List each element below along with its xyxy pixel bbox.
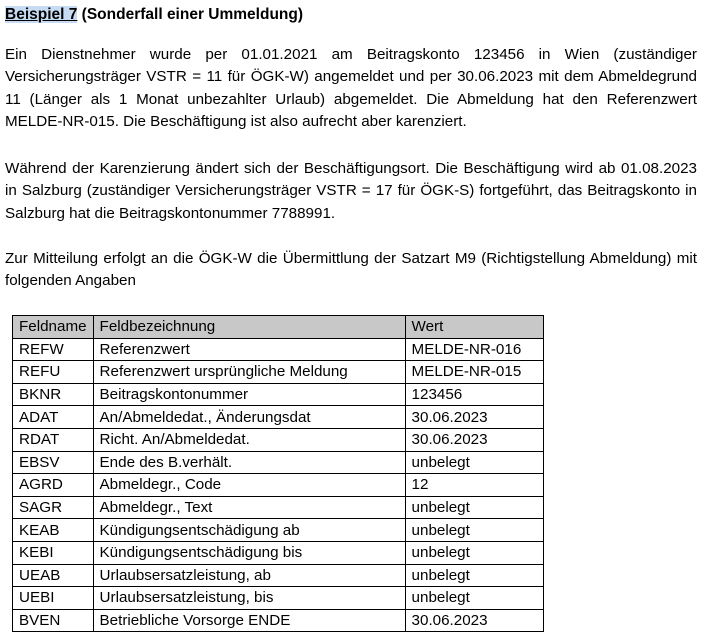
paragraph-1: Ein Dienstnehmer wurde per 01.01.2021 am Beitragskonto 123456 in Wien (zuständiger Versicherungsträger VSTR = 11 für ÖGK-W) angemeldet und per 30.06.2023 mit dem Abmeldegrund 11 (Länger als 1 Monat unbezahlter Urlaub) abgemeldet. Die Abmeldung hat den Referenzwert MELDE-NR-015. Die Beschäftigung ist also aufrecht aber karenziert. xyxy=(5,46,697,130)
field-name-cell: BKNR xyxy=(13,383,94,406)
field-name-cell: ADAT xyxy=(13,406,94,429)
header-feldname: Feldname xyxy=(13,316,94,339)
field-name-cell: REFU xyxy=(13,361,94,384)
field-value-cell: 30.06.2023 xyxy=(405,609,543,632)
field-label-cell: Beitragskontonummer xyxy=(93,383,405,406)
field-value-cell: unbelegt xyxy=(405,451,543,474)
field-label-cell: Richt. An/Abmeldedat. xyxy=(93,428,405,451)
field-value-cell: unbelegt xyxy=(405,519,543,542)
field-name-cell: RDAT xyxy=(13,428,94,451)
table-row xyxy=(13,474,544,497)
field-name-cell: KEBI xyxy=(13,541,94,564)
field-name-cell: EBSV xyxy=(13,451,94,474)
field-label-cell: Referenzwert ursprüngliche Meldung xyxy=(93,361,405,384)
field-name-cell: REFW xyxy=(13,338,94,361)
table-row xyxy=(13,361,544,384)
table-row xyxy=(13,428,544,451)
field-value-cell: 123456 xyxy=(405,383,543,406)
field-name-cell: UEBI xyxy=(13,587,94,610)
field-label-cell: Kündigungsentschädigung bis xyxy=(93,541,405,564)
heading-highlight: Beispiel 7 xyxy=(5,6,78,23)
field-label-cell: Abmeldegr., Text xyxy=(93,496,405,519)
field-label-cell: Betriebliche Vorsorge ENDE xyxy=(93,609,405,632)
field-table xyxy=(12,315,544,632)
field-name-cell: UEAB xyxy=(13,564,94,587)
field-value-cell: 30.06.2023 xyxy=(405,406,543,429)
field-value-cell: unbelegt xyxy=(405,496,543,519)
table-row xyxy=(13,587,544,610)
table-row xyxy=(13,383,544,406)
table-row xyxy=(13,564,544,587)
field-label-cell: Urlaubsersatzleistung, ab xyxy=(93,564,405,587)
table-row xyxy=(13,451,544,474)
header-feldbezeichnung: Feldbezeichnung xyxy=(93,316,405,339)
field-name-cell: SAGR xyxy=(13,496,94,519)
table-header-row xyxy=(13,316,544,339)
field-name-cell: KEAB xyxy=(13,519,94,542)
field-label-cell: Kündigungsentschädigung ab xyxy=(93,519,405,542)
table-row xyxy=(13,609,544,632)
field-name-cell: BVEN xyxy=(13,609,94,632)
heading-subtitle: (Sonderfall einer Ummeldung) xyxy=(77,6,304,23)
field-name-cell: AGRD xyxy=(13,474,94,497)
field-label-cell: Ende des B.verhält. xyxy=(93,451,405,474)
table-row xyxy=(13,496,544,519)
table-row xyxy=(13,541,544,564)
field-value-cell: unbelegt xyxy=(405,564,543,587)
paragraph-3: Zur Mitteilung erfolgt an die ÖGK-W die Übermittlung der Satzart M9 (Richtigstellung Abmeldung) mit folgenden Angaben xyxy=(5,250,697,290)
field-value-cell: unbelegt xyxy=(405,587,543,610)
table-row xyxy=(13,519,544,542)
field-label-cell: An/Abmeldedat., Änderungsdat xyxy=(93,406,405,429)
field-value-cell: 30.06.2023 xyxy=(405,428,543,451)
table-row xyxy=(13,338,544,361)
paragraph-2: Während der Karenzierung ändert sich der Beschäftigungsort. Die Beschäftigung wird ab 01.08.2023 in Salzburg (zuständiger Versicherungsträger VSTR = 17 für ÖGK-S) fortgeführt, das Beitragskonto in Salzburg hat die Beitragskontonummer 7788991. xyxy=(5,160,697,222)
field-value-cell: 12 xyxy=(405,474,543,497)
table-row xyxy=(13,406,544,429)
section-heading xyxy=(5,6,303,24)
field-label-cell: Abmeldegr., Code xyxy=(93,474,405,497)
field-label-cell: Referenzwert xyxy=(93,338,405,361)
field-value-cell: MELDE-NR-016 xyxy=(405,338,543,361)
field-label-cell: Urlaubsersatzleistung, bis xyxy=(93,587,405,610)
header-wert: Wert xyxy=(405,316,543,339)
field-value-cell: unbelegt xyxy=(405,541,543,564)
field-value-cell: MELDE-NR-015 xyxy=(405,361,543,384)
